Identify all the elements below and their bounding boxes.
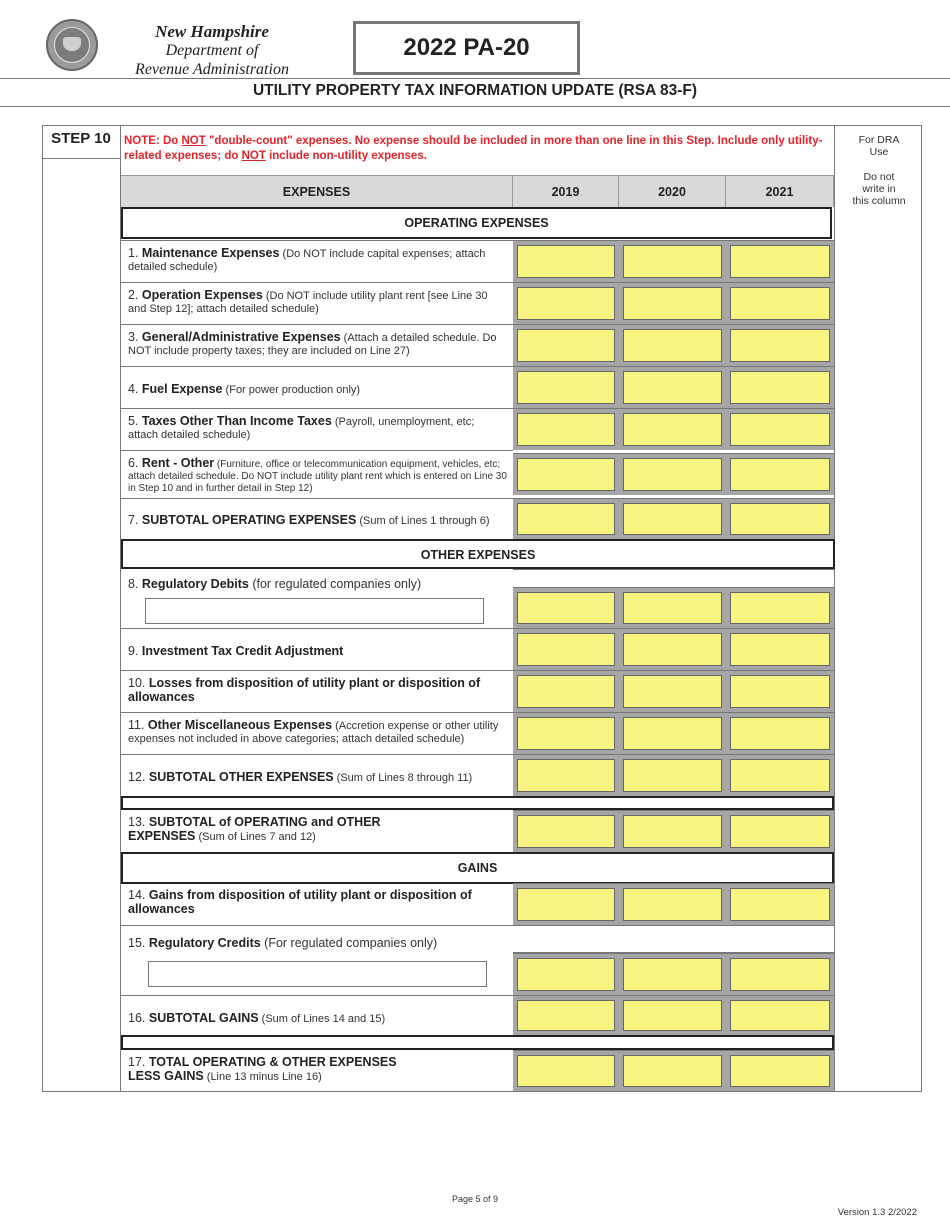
- amount-input-line-10-2019[interactable]: [517, 675, 615, 708]
- header-divider-top: [0, 78, 950, 79]
- amount-input-line-2-2019[interactable]: [517, 287, 615, 320]
- cell-frame-line-3-2019: [513, 324, 619, 366]
- amount-input-line-2-2021[interactable]: [730, 287, 830, 320]
- amount-input-line-4-2020[interactable]: [623, 371, 722, 404]
- cell-frame-line-5-2019: [513, 408, 619, 450]
- dra-use-label: For DRA Use: [858, 134, 900, 158]
- line-8-description-input[interactable]: [145, 598, 484, 624]
- amount-input-line-9-2021[interactable]: [730, 633, 830, 666]
- dept-line-3: Revenue Administration: [135, 61, 289, 78]
- amount-input-line-7-2019[interactable]: [517, 503, 615, 535]
- amount-input-line-6-2020[interactable]: [623, 458, 722, 491]
- amount-input-line-14-2020[interactable]: [623, 888, 722, 921]
- amount-input-line-7-2020[interactable]: [623, 503, 722, 535]
- line-13-label: 13. SUBTOTAL of OPERATING and OTHER EXPENSES (Sum of Lines 7 and 12): [128, 815, 381, 843]
- cell-frame-line-16-2020: [619, 995, 726, 1035]
- line-15-label: 15. Regulatory Credits (For regulated companies only): [121, 925, 513, 995]
- cell-frame-line-16-2021: [726, 995, 834, 1035]
- line-6-label: 6. Rent - Other (Furniture, office or telecommunication equipment, vehicles, etc; attach detailed schedule. Do NOT include utility plant rent which is entered on Line 30 in Step 10 and in further detail in Step 12): [121, 450, 513, 498]
- dra-do-not-write: Do not write in this column: [852, 171, 906, 207]
- department-name: [112, 22, 312, 79]
- frame-top: [42, 125, 922, 126]
- frame-right: [921, 125, 922, 1092]
- cell-frame-line-14-2020: [619, 883, 726, 925]
- amount-input-line-5-2019[interactable]: [517, 413, 615, 446]
- cell-frame-line-5-2021: [726, 408, 834, 450]
- amount-input-line-3-2020[interactable]: [623, 329, 722, 362]
- amount-input-line-9-2020[interactable]: [623, 633, 722, 666]
- cell-frame-line-2-2021: [726, 282, 834, 324]
- cell-frame-line-9-2021: [726, 628, 834, 670]
- line-17-label: 17. TOTAL OPERATING & OTHER EXPENSES LESS GAINS (Line 13 minus Line 16): [128, 1055, 397, 1083]
- cell-frame-line-13-2020: [619, 810, 726, 852]
- amount-input-line-6-2019[interactable]: [517, 458, 615, 491]
- amount-input-line-11-2021[interactable]: [730, 717, 830, 750]
- amount-input-line-5-2021[interactable]: [730, 413, 830, 446]
- cell-frame-line-8-2021: [726, 587, 834, 628]
- cell-frame-line-1-2019: [513, 240, 619, 282]
- amount-input-line-4-2021[interactable]: [730, 371, 830, 404]
- cell-frame-line-2-2019: [513, 282, 619, 324]
- line-9-label: 9. Investment Tax Credit Adjustment: [121, 628, 513, 670]
- line-1-label: 1. Maintenance Expenses (Do NOT include capital expenses; attach detailed schedule): [121, 240, 513, 282]
- dept-line-2: Department of: [165, 42, 259, 59]
- amount-input-line-10-2020[interactable]: [623, 675, 722, 708]
- cell-frame-line-3-2021: [726, 324, 834, 366]
- cell-frame-line-17-2020: [619, 1050, 726, 1091]
- amount-input-line-3-2021[interactable]: [730, 329, 830, 362]
- amount-input-line-8-2020[interactable]: [623, 592, 722, 624]
- amount-input-line-8-2019[interactable]: [517, 592, 615, 624]
- cell-frame-line-10-2020: [619, 670, 726, 712]
- cell-frame-line-12-2020: [619, 754, 726, 796]
- cell-frame-line-8-2019: [513, 587, 619, 628]
- version-label: Version 1.3 2/2022: [837, 1207, 917, 1218]
- cell-frame-line-6-2019: [513, 453, 619, 495]
- amount-input-line-2-2020[interactable]: [623, 287, 722, 320]
- amount-input-line-11-2019[interactable]: [517, 717, 615, 750]
- cell-frame-line-13-2019: [513, 810, 619, 852]
- amount-input-line-1-2020[interactable]: [623, 245, 722, 278]
- line-16-label: 16. SUBTOTAL GAINS (Sum of Lines 14 and 15): [121, 995, 513, 1035]
- nh-state-seal-logo: [46, 19, 98, 71]
- amount-input-line-13-2019[interactable]: [517, 815, 615, 848]
- line-4-label: 4. Fuel Expense (For power production only): [121, 366, 513, 408]
- cell-frame-line-14-2019: [513, 883, 619, 925]
- amount-input-line-16-2020[interactable]: [623, 1000, 722, 1031]
- amount-input-line-17-2019[interactable]: [517, 1055, 615, 1087]
- page-title: UTILITY PROPERTY TAX INFORMATION UPDATE (RSA 83-F): [252, 82, 698, 99]
- cell-frame-line-7-2019: [513, 498, 619, 539]
- frame-left: [42, 125, 43, 1092]
- frame-bottom: [42, 1091, 922, 1092]
- amount-input-line-6-2021[interactable]: [730, 458, 830, 491]
- cell-frame-line-11-2020: [619, 712, 726, 754]
- cell-frame-line-4-2019: [513, 366, 619, 408]
- cell-frame-line-13-2021: [726, 810, 834, 852]
- amount-input-line-13-2021[interactable]: [730, 815, 830, 848]
- amount-input-line-17-2021[interactable]: [730, 1055, 830, 1087]
- step-note: NOTE: Do NOT "double-count" expenses. No expense should be included in more than one line in this Step. Include only utility-related expenses; do NOT include non-utility expenses.: [124, 135, 823, 162]
- dept-line-1: New Hampshire: [155, 22, 269, 41]
- line-5-label: 5. Taxes Other Than Income Taxes (Payroll, unemployment, etc; attach detailed schedule): [121, 408, 513, 450]
- cell-frame-line-5-2020: [619, 408, 726, 450]
- amount-input-line-12-2020[interactable]: [623, 759, 722, 792]
- cell-frame-line-17-2021: [726, 1050, 834, 1091]
- line-15-gap-top: [513, 925, 834, 926]
- cell-frame-line-8-2020: [619, 587, 726, 628]
- amount-input-line-8-2021[interactable]: [730, 592, 830, 624]
- cell-frame-line-11-2019: [513, 712, 619, 754]
- cell-frame-line-1-2020: [619, 240, 726, 282]
- section-operating-expenses: OPERATING EXPENSES: [121, 207, 832, 239]
- step-label: STEP 10: [51, 130, 111, 147]
- amount-input-line-3-2019[interactable]: [517, 329, 615, 362]
- cell-frame-line-15-2019: [513, 953, 619, 995]
- amount-input-line-5-2020[interactable]: [623, 413, 722, 446]
- amount-input-line-14-2019[interactable]: [517, 888, 615, 921]
- amount-input-line-16-2021[interactable]: [730, 1000, 830, 1031]
- amount-input-line-11-2020[interactable]: [623, 717, 722, 750]
- cell-frame-line-9-2020: [619, 628, 726, 670]
- cell-frame-line-6-2021: [726, 453, 834, 495]
- amount-input-line-12-2021[interactable]: [730, 759, 830, 792]
- cell-frame-line-17-2019: [513, 1050, 619, 1091]
- line-3-label: 3. General/Administrative Expenses (Attach a detailed schedule. Do NOT include property taxes; they are included on Line 27): [121, 324, 513, 366]
- cell-frame-line-4-2020: [619, 366, 726, 408]
- amount-input-line-1-2019[interactable]: [517, 245, 615, 278]
- cell-frame-line-14-2021: [726, 883, 834, 925]
- cell-frame-line-12-2019: [513, 754, 619, 796]
- col-header-2020: 2020: [619, 175, 726, 207]
- section-spacer-2: [121, 1035, 834, 1050]
- cell-frame-line-16-2019: [513, 995, 619, 1035]
- amount-input-line-7-2021[interactable]: [730, 503, 830, 535]
- cell-frame-line-1-2021: [726, 240, 834, 282]
- page-number: Page 5 of 9: [451, 1194, 499, 1204]
- section-other-expenses: OTHER EXPENSES: [121, 539, 835, 569]
- step-label-underline: [42, 158, 120, 159]
- amount-input-line-17-2020[interactable]: [623, 1055, 722, 1087]
- form-id-box: 2022 PA-20: [353, 21, 580, 75]
- cell-frame-line-15-2021: [726, 953, 834, 995]
- cell-frame-line-10-2019: [513, 670, 619, 712]
- section-gains: GAINS: [121, 852, 834, 884]
- col-header-expenses: EXPENSES: [121, 175, 513, 207]
- line-8-label: 8. Regulatory Debits (for regulated companies only): [128, 577, 422, 591]
- amount-input-line-15-2020[interactable]: [623, 958, 722, 991]
- cell-frame-line-6-2020: [619, 453, 726, 495]
- col-header-2019: 2019: [513, 175, 619, 207]
- cell-frame-line-7-2021: [726, 498, 834, 539]
- dra-col-divider: [834, 125, 835, 1092]
- amount-input-line-13-2020[interactable]: [623, 815, 722, 848]
- cell-frame-line-7-2020: [619, 498, 726, 539]
- line-7-label: 7. SUBTOTAL OPERATING EXPENSES (Sum of Lines 1 through 6): [121, 498, 513, 539]
- amount-input-line-12-2019[interactable]: [517, 759, 615, 792]
- line-15-description-input[interactable]: [148, 961, 487, 987]
- line-14-label: 14. Gains from disposition of utility plant or disposition of allowances: [128, 888, 472, 916]
- amount-input-line-15-2019[interactable]: [517, 958, 615, 991]
- line-8-gap-top: [513, 569, 834, 570]
- cell-frame-line-4-2021: [726, 366, 834, 408]
- cell-frame-line-10-2021: [726, 670, 834, 712]
- cell-frame-line-11-2021: [726, 712, 834, 754]
- line-10-label: 10. Losses from disposition of utility plant or disposition of allowances: [121, 670, 513, 712]
- line-2-label: 2. Operation Expenses (Do NOT include utility plant rent [see Line 30 and Step 12]; attach detailed schedule): [121, 282, 513, 324]
- header-divider-bottom: [0, 106, 950, 107]
- line-11-label: 11. Other Miscellaneous Expenses (Accretion expense or other utility expenses not included in above categories; attach detailed schedule): [121, 712, 513, 754]
- section-spacer-1: [121, 796, 834, 810]
- amount-input-line-4-2019[interactable]: [517, 371, 615, 404]
- cell-frame-line-15-2020: [619, 953, 726, 995]
- cell-frame-line-9-2019: [513, 628, 619, 670]
- amount-input-line-1-2021[interactable]: [730, 245, 830, 278]
- amount-input-line-9-2019[interactable]: [517, 633, 615, 666]
- amount-input-line-14-2021[interactable]: [730, 888, 830, 921]
- cell-frame-line-12-2021: [726, 754, 834, 796]
- line-12-label: 12. SUBTOTAL OTHER EXPENSES (Sum of Lines 8 through 11): [121, 754, 513, 796]
- cell-frame-line-2-2020: [619, 282, 726, 324]
- amount-input-line-10-2021[interactable]: [730, 675, 830, 708]
- col-header-2021: 2021: [726, 175, 834, 207]
- cell-frame-line-3-2020: [619, 324, 726, 366]
- amount-input-line-15-2021[interactable]: [730, 958, 830, 991]
- amount-input-line-16-2019[interactable]: [517, 1000, 615, 1031]
